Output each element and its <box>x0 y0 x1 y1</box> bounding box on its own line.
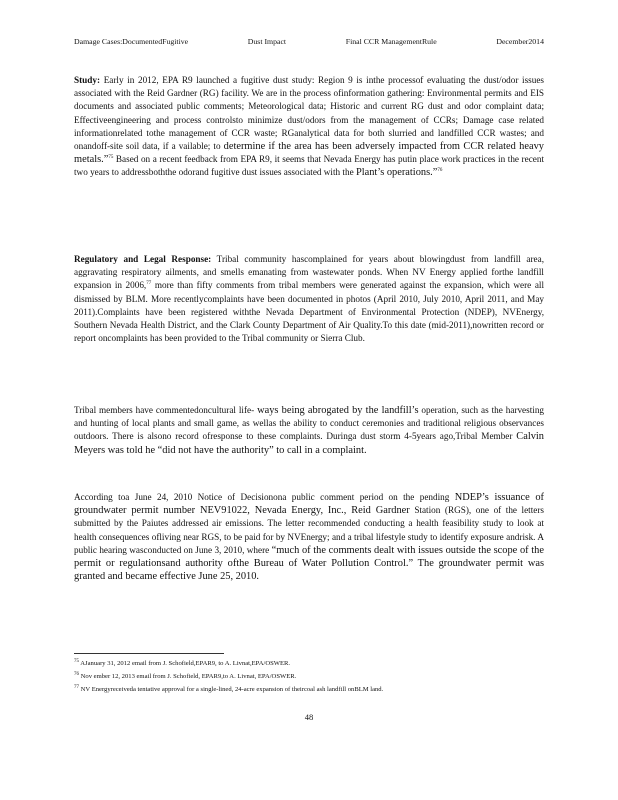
tribal-text-b: ways being abrogated by the landfill’s <box>257 405 419 416</box>
page-number: 48 <box>304 712 314 722</box>
footnote-text: AJanuary 31, 2012 email from J. Schofield,EPAR9, to A. Livnat,EPA/OSWER. <box>80 660 291 667</box>
footnote-75 <box>74 659 544 668</box>
footnote-divider <box>74 653 224 654</box>
permit-text-b: NDEP’s issuance of groundwater permit number NEV91022, Nevada Energy, Inc., Reid Gardner <box>74 492 545 517</box>
footnote-number: 77 <box>74 684 79 690</box>
regulatory-text-b: more than fifty comments from tribal members were generated against the expansion, which were all dismissed by BLM. More recentlycomplaints have been documented in photos (April 2010, July 2010, April 2011, and May 2011).Complaints have been registered withthe Nevada Department of Environmental Protection (NDEP), NVEnergy, Southern Nevada Health District, and the Clark County Department of Air Quality.To this date (mid-2011),nowritten record or report oncomplaints has been provided to the Tribal community or Sierra Club. <box>74 280 545 344</box>
regulatory-text-a: Tribal community hascomplained for years about blowingdust from landfill area, aggravating respiratory ailments, and smells emanating from wastewater ponds. When NV Energy applied forthe landfill expansion in 2006, <box>74 254 544 291</box>
study-text-bold: determine if the area has been adversely impacted from CCR related heavy metals.” <box>74 141 544 166</box>
header-left: Damage Cases:DocumentedFugitive <box>74 37 189 46</box>
tribal-text-c: operation, such as the harvesting and hunting of local plants and small game, as wellas the ability to conduct ceremonies and traditional religious observances outdoors. There is alsono record ofresponse to these complaints. Duringa dust storm 4-5years ago,Tribal Member <box>74 405 545 442</box>
tribal-text-d: Calvin Meyers was told he “did not have the authority” to call in a complaint. <box>74 431 545 456</box>
regulatory-paragraph <box>74 253 544 345</box>
footnote-ref-76[interactable]: 76 <box>437 168 443 174</box>
permit-text-c: Station (RGS), one of the letters submitted by the Paiutes addressed air emissions. The letter recommended conducting a health feasibility study to look at health consequences ofliving near RGS, to be paid for by NVEnergy; and a tribal lifestyle study to identify exposure andrisk. <box>74 505 544 542</box>
study-text-c: Plant’s operations.” <box>355 167 438 179</box>
footnote-text: Nov ember 12, 2013 email from J. Schofield, EPAR9,to A. Livnat, EPA/OSWER. <box>80 673 297 680</box>
tribal-text-a: Tribal members have commentedoncultural life- <box>74 405 255 415</box>
study-text-a: Early in 2012, EPA R9 launched a fugitive dust study: Region 9 is inthe processof evaluating the dust/odor issues associated with the Reid Gardner (RG) facility. We are in the process ofinformation gathering: Environmental permits and EIS documents and associated public comments; Meteorological data; Historic and current RG dust and odor complaint data; Effectiveengineering and process controlsto minimize dust/odors from the management of CCRs; Damage case related informationrelated tothe management of CCR waste; RGanalytical data for both slurried and landfilled CCR wastes; and onandoff-site soil data, if a vailable; to <box>74 75 545 152</box>
footnote-text: NV Energyreceiveda tentative approval for a single-lined, 24-acre expansion of theircoal ash landfill onBLM land. <box>80 686 384 693</box>
tribal-paragraph <box>74 404 544 457</box>
footnote-76 <box>74 672 544 681</box>
regulatory-heading: Regulatory and Legal Response: <box>74 254 212 264</box>
study-paragraph <box>74 74 544 180</box>
footnote-ref-77[interactable]: 77 <box>146 281 152 287</box>
permit-text-e: “much of the comments dealt with issues outside the scope of the permit or regulationsand authority ofthe Bureau of Water Pollution Control.” The groundwater permit was granted and became effective June 25, 2010. <box>74 544 544 583</box>
permit-text-a: According toa June 24, 2010 Notice of Decisionona public comment period on the pending <box>74 492 450 502</box>
footnote-number: 76 <box>74 671 79 677</box>
study-heading: Study: <box>74 75 101 85</box>
header-middle: Dust Impact <box>247 37 287 46</box>
header-right-a: Final CCR ManagementRule <box>345 37 437 46</box>
footnote-77 <box>74 685 544 694</box>
permit-paragraph <box>74 491 544 583</box>
permit-text-d: A public hearing wasconducted on June 3, 2010, where <box>74 531 544 555</box>
study-text-b: Based on a recent feedback from EPA R9, it seems that Nevada Energy has putin place work practices in the recent two years to addressboththe odorand fugitive dust issues associated with the <box>74 154 544 178</box>
footnote-ref-75[interactable]: 75 <box>108 155 114 161</box>
header-right-b: December2014 <box>496 37 544 46</box>
footnote-number: 75 <box>74 658 79 664</box>
running-header <box>74 37 544 46</box>
